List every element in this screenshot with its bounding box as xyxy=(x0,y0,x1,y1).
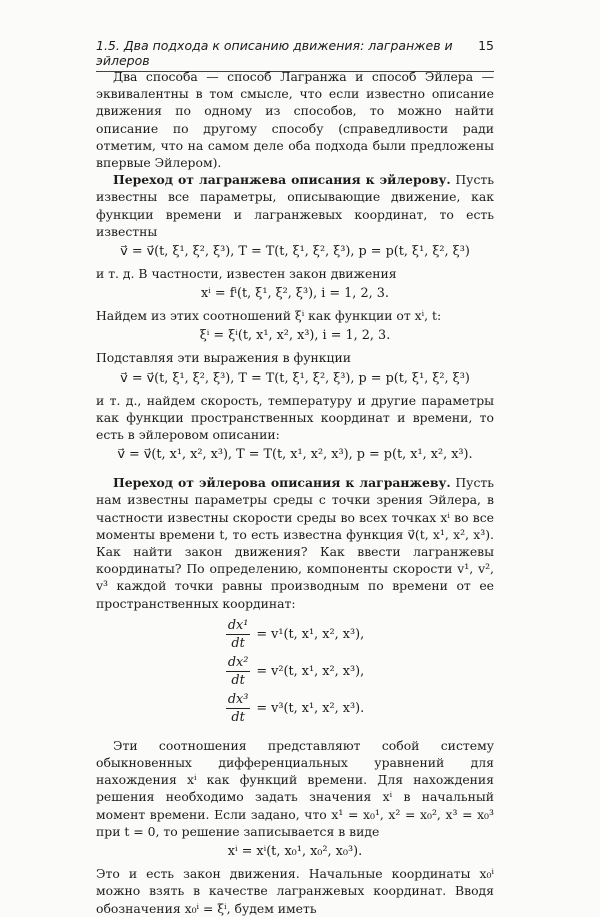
paragraph-conclusion: Это и есть закон движения. Начальные координаты x₀ⁱ можно взять в качестве лагранжевых координат. Вводя обозначения x₀ⁱ = ξⁱ, будем иметь xyxy=(96,866,494,916)
page-number: 15 xyxy=(478,38,494,53)
ode-equation-3: $\frac{\text{dx³}}{dt}$ = v³(t, x¹, x², x³). xyxy=(227,691,365,725)
subheading-lagrange-to-euler: Переход от лагранжева описания к эйлерову. xyxy=(113,172,451,188)
formula-inverse: ξⁱ = ξⁱ(t, x¹, x², x³), i = 1, 2, 3. xyxy=(199,328,391,344)
formula-params-euler: v⃗ = v⃗(t, x¹, x², x³), T = T(t, x¹, x², x³), p = p(t, x¹, x², x³). xyxy=(117,447,473,463)
paragraph-ode-solution: Эти соотношения представляют собой систему обыкновенных дифференциальных уравнений для нахождения xⁱ как функций времени. Для нахождения решения необходимо задать значения xⁱ в начальный момент времени. Если задано, что x¹ = x₀¹, x² = x₀², x³ = x₀³ при t = 0, то решение записывается в виде xyxy=(96,737,494,839)
subheading-euler-to-lagrange: Переход от эйлерова описания к лагранжеву. xyxy=(113,475,451,491)
page-body xyxy=(96,68,494,917)
paragraph-intro: Два способа — способ Лагранжа и способ Эйлера — эквивалентны в том смысле, что если известно описание движения по одному из способов, то можно найти описание по другому способу (справедливости ради отметим, что на самом деле оба подхода были предложены впервые Эйлером). xyxy=(96,69,494,171)
paragraph-euler-result: и т. д., найдем скорость, температуру и другие параметры как функции пространственных координат и времени, то есть в эйлеровом описании: xyxy=(96,392,494,443)
paragraph-motion-law: и т. д. В частности, известен закон движения xyxy=(96,266,397,282)
paragraph-substitute: Подставляя эти выражения в функции xyxy=(96,350,352,366)
paragraph-euler-to-lagrange: Переход от эйлерова описания к лагранжеву. Пусть нам известны параметры среды с точки зрения Эйлера, в частности известны скорости среды во всех точках xⁱ во все моменты времени t, то есть известна функция v⃗(t, x¹, x², x³). Как найти закон движения? Как ввести лагранжевы координаты? По определению, компоненты скорости v¹, v², v³ каждой точки равны производным по времени от ее пространственных координат: xyxy=(96,475,494,611)
running-header xyxy=(96,38,494,72)
ode-system xyxy=(96,616,494,727)
section-title: 1.5. Два подхода к описанию движения: лагранжев и эйлеров xyxy=(96,38,453,68)
formula-params-repeat: v⃗ = v⃗(t, ξ¹, ξ², ξ³), T = T(t, ξ¹, ξ², ξ³), p = p(t, ξ¹, ξ², ξ³) xyxy=(120,370,470,386)
formula-solution: xⁱ = xⁱ(t, x₀¹, x₀², x₀³). xyxy=(227,844,363,860)
ode-equation-2: $\frac{\text{dx²}}{dt}$ = v²(t, x¹, x², x³), xyxy=(227,654,365,688)
ode-equation-1: $\frac{\text{dx¹}}{dt}$ = v¹(t, x¹, x², x³), xyxy=(227,617,365,651)
paragraph-lagrange-to-euler: Переход от лагранжева описания к эйлерову. Пусть известны все параметры, описывающие движение, как функции времени и лагранжевых координат, то есть известны xyxy=(96,172,494,239)
formula-motion-law: xⁱ = fⁱ(t, ξ¹, ξ², ξ³), i = 1, 2, 3. xyxy=(201,286,389,302)
paragraph-inverse: Найдем из этих соотношений ξⁱ как функции от xⁱ, t: xyxy=(96,308,442,324)
formula-params-lagrange: v⃗ = v⃗(t, ξ¹, ξ², ξ³), T = T(t, ξ¹, ξ², ξ³), p = p(t, ξ¹, ξ², ξ³) xyxy=(120,244,470,260)
